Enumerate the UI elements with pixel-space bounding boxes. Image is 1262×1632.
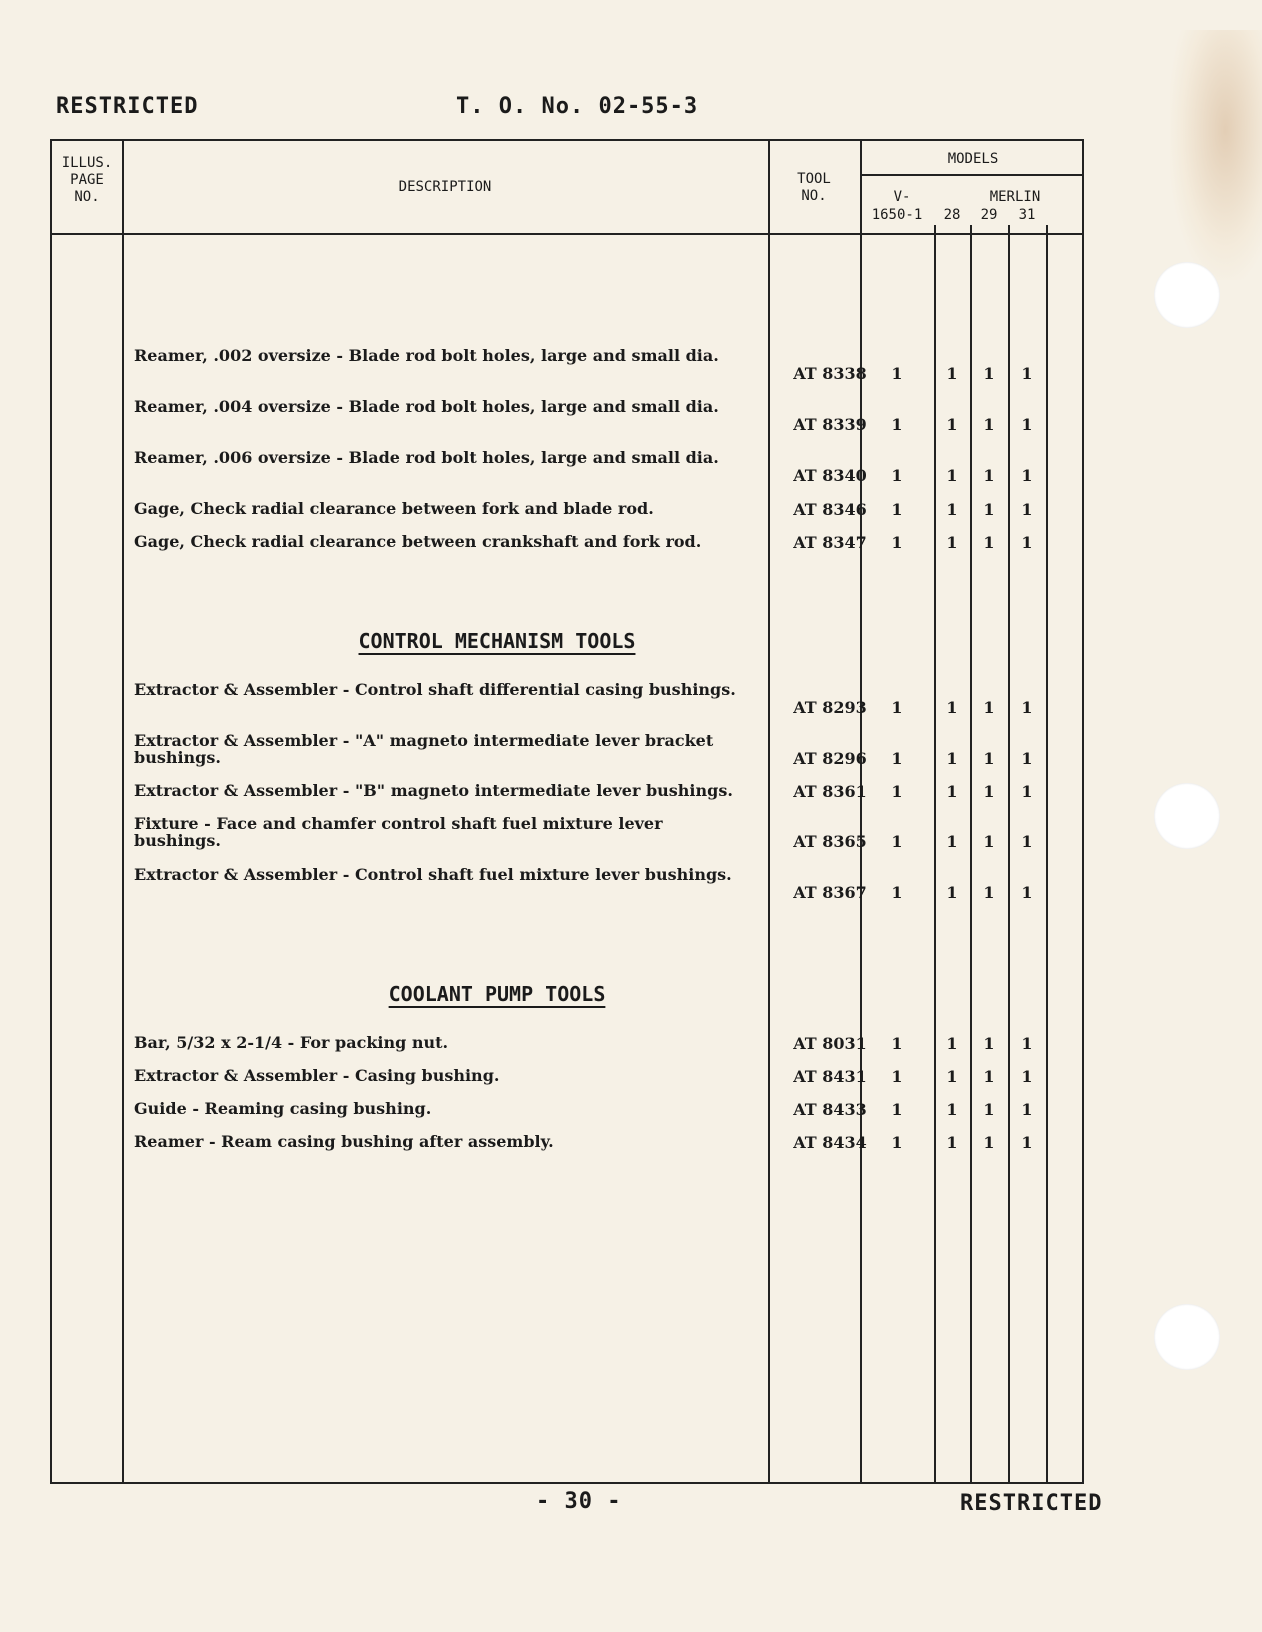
row-description: Reamer, .002 oversize - Blade rod bolt holes, large and small dia. (134, 346, 719, 365)
row-qty-4: 1 (1021, 1034, 1033, 1053)
col-head-model-2: 28 (943, 207, 961, 223)
row-tool-no: AT 8340 (793, 466, 867, 485)
row-description: Extractor & Assembler - Control shaft differential casing bushings. (134, 680, 736, 699)
row-qty-4: 1 (1021, 466, 1033, 485)
row-tool-no: AT 8361 (793, 782, 867, 801)
row-qty-2: 1 (946, 1067, 958, 1086)
row-qty-3: 1 (983, 832, 995, 851)
row-description: Extractor & Assembler - Control shaft fuel mixture lever bushings. (134, 865, 732, 884)
row-qty-2: 1 (946, 782, 958, 801)
row-tool-no: AT 8431 (793, 1067, 867, 1086)
row-tool-no: AT 8433 (793, 1100, 867, 1119)
row-qty-4: 1 (1021, 883, 1033, 902)
section-heading-coolant-pump: COOLANT PUMP TOOLS (388, 982, 606, 1006)
row-qty-1: 1 (891, 500, 903, 519)
col-divider-m1 (934, 225, 936, 1482)
row-description: Fixture - Face and chamfer control shaft fuel mixture lever bushings. (134, 814, 663, 850)
row-description: Extractor & Assembler - Casing bushing. (134, 1066, 500, 1085)
row-qty-4: 1 (1021, 533, 1033, 552)
row-qty-1: 1 (891, 1067, 903, 1086)
row-qty-3: 1 (983, 698, 995, 717)
col-divider-illus (122, 141, 124, 1482)
col-head-model-1: 1650-1 (871, 207, 923, 223)
row-description: Reamer, .004 oversize - Blade rod bolt holes, large and small dia. (134, 397, 719, 416)
row-qty-1: 1 (891, 533, 903, 552)
col-head-v-prefix: V- (893, 189, 911, 205)
row-qty-2: 1 (946, 698, 958, 717)
row-qty-1: 1 (891, 415, 903, 434)
row-description: Reamer, .006 oversize - Blade rod bolt holes, large and small dia. (134, 448, 719, 467)
row-qty-3: 1 (983, 883, 995, 902)
row-qty-2: 1 (946, 500, 958, 519)
header-bottom-line (52, 233, 1082, 235)
col-head-description: DESCRIPTION (398, 179, 492, 195)
row-tool-no: AT 8434 (793, 1133, 867, 1152)
col-divider-desc (768, 141, 770, 1482)
col-divider-m3 (1008, 225, 1010, 1482)
row-qty-1: 1 (891, 1034, 903, 1053)
row-tool-no: AT 8367 (793, 883, 867, 902)
row-qty-2: 1 (946, 533, 958, 552)
row-tool-no: AT 8296 (793, 749, 867, 768)
row-qty-4: 1 (1021, 749, 1033, 768)
row-tool-no: AT 8365 (793, 832, 867, 851)
row-qty-3: 1 (983, 782, 995, 801)
row-description: Bar, 5/32 x 2-1/4 - For packing nut. (134, 1033, 449, 1052)
row-description: Extractor & Assembler - "B" magneto intermediate lever bushings. (134, 781, 733, 800)
col-divider-m2 (970, 225, 972, 1482)
row-qty-3: 1 (983, 533, 995, 552)
row-qty-3: 1 (983, 500, 995, 519)
row-qty-1: 1 (891, 698, 903, 717)
col-divider-tool (860, 141, 862, 1482)
row-description: Extractor & Assembler - "A" magneto intermediate lever bracket bushings. (134, 731, 714, 767)
row-qty-4: 1 (1021, 364, 1033, 383)
row-qty-2: 1 (946, 364, 958, 383)
punch-hole-top (1154, 262, 1220, 328)
row-description: Reamer - Ream casing bushing after assembly. (134, 1132, 554, 1151)
row-qty-3: 1 (983, 1034, 995, 1053)
col-head-model-4: 31 (1018, 207, 1036, 223)
row-qty-3: 1 (983, 466, 995, 485)
row-qty-2: 1 (946, 749, 958, 768)
row-qty-2: 1 (946, 1133, 958, 1152)
footer-restricted: RESTRICTED (960, 1491, 1103, 1516)
row-qty-2: 1 (946, 415, 958, 434)
row-qty-1: 1 (891, 832, 903, 851)
row-description: Guide - Reaming casing bushing. (134, 1099, 432, 1118)
row-qty-4: 1 (1021, 500, 1033, 519)
col-head-illus: ILLUS. PAGE NO. (61, 155, 113, 205)
row-qty-4: 1 (1021, 415, 1033, 434)
row-qty-1: 1 (891, 883, 903, 902)
row-qty-3: 1 (983, 364, 995, 383)
header-restricted: RESTRICTED (56, 94, 199, 119)
punch-hole-bottom (1154, 1304, 1220, 1370)
row-tool-no: AT 8338 (793, 364, 867, 383)
col-head-models: MODELS (947, 151, 999, 167)
row-qty-4: 1 (1021, 1100, 1033, 1119)
row-qty-2: 1 (946, 832, 958, 851)
row-qty-4: 1 (1021, 782, 1033, 801)
row-tool-no: AT 8031 (793, 1034, 867, 1053)
page-number: - 30 - (536, 1489, 622, 1514)
col-head-merlin: MERLIN (989, 189, 1041, 205)
row-description: Gage, Check radial clearance between fork and blade rod. (134, 499, 654, 518)
row-tool-no: AT 8347 (793, 533, 867, 552)
row-qty-3: 1 (983, 1067, 995, 1086)
row-qty-2: 1 (946, 466, 958, 485)
row-qty-1: 1 (891, 782, 903, 801)
row-tool-no: AT 8293 (793, 698, 867, 717)
models-underline (860, 174, 1082, 176)
tools-table (50, 139, 1084, 1484)
col-divider-m4 (1046, 225, 1048, 1482)
col-head-model-3: 29 (980, 207, 998, 223)
row-qty-3: 1 (983, 1100, 995, 1119)
row-qty-1: 1 (891, 1100, 903, 1119)
row-tool-no: AT 8339 (793, 415, 867, 434)
row-qty-2: 1 (946, 883, 958, 902)
row-qty-1: 1 (891, 364, 903, 383)
row-qty-2: 1 (946, 1100, 958, 1119)
row-qty-2: 1 (946, 1034, 958, 1053)
row-qty-1: 1 (891, 466, 903, 485)
punch-hole-middle (1154, 783, 1220, 849)
row-qty-1: 1 (891, 1133, 903, 1152)
section-heading-control-mechanism: CONTROL MECHANISM TOOLS (358, 629, 636, 653)
col-head-tool-no: TOOL NO. (797, 171, 831, 204)
row-tool-no: AT 8346 (793, 500, 867, 519)
row-qty-4: 1 (1021, 832, 1033, 851)
row-qty-3: 1 (983, 749, 995, 768)
row-qty-4: 1 (1021, 698, 1033, 717)
row-qty-1: 1 (891, 749, 903, 768)
paper-stain (1170, 30, 1262, 280)
row-qty-4: 1 (1021, 1133, 1033, 1152)
row-qty-3: 1 (983, 415, 995, 434)
row-qty-4: 1 (1021, 1067, 1033, 1086)
row-qty-3: 1 (983, 1133, 995, 1152)
header-to-number: T. O. No. 02-55-3 (456, 94, 699, 119)
row-description: Gage, Check radial clearance between crankshaft and fork rod. (134, 532, 702, 551)
